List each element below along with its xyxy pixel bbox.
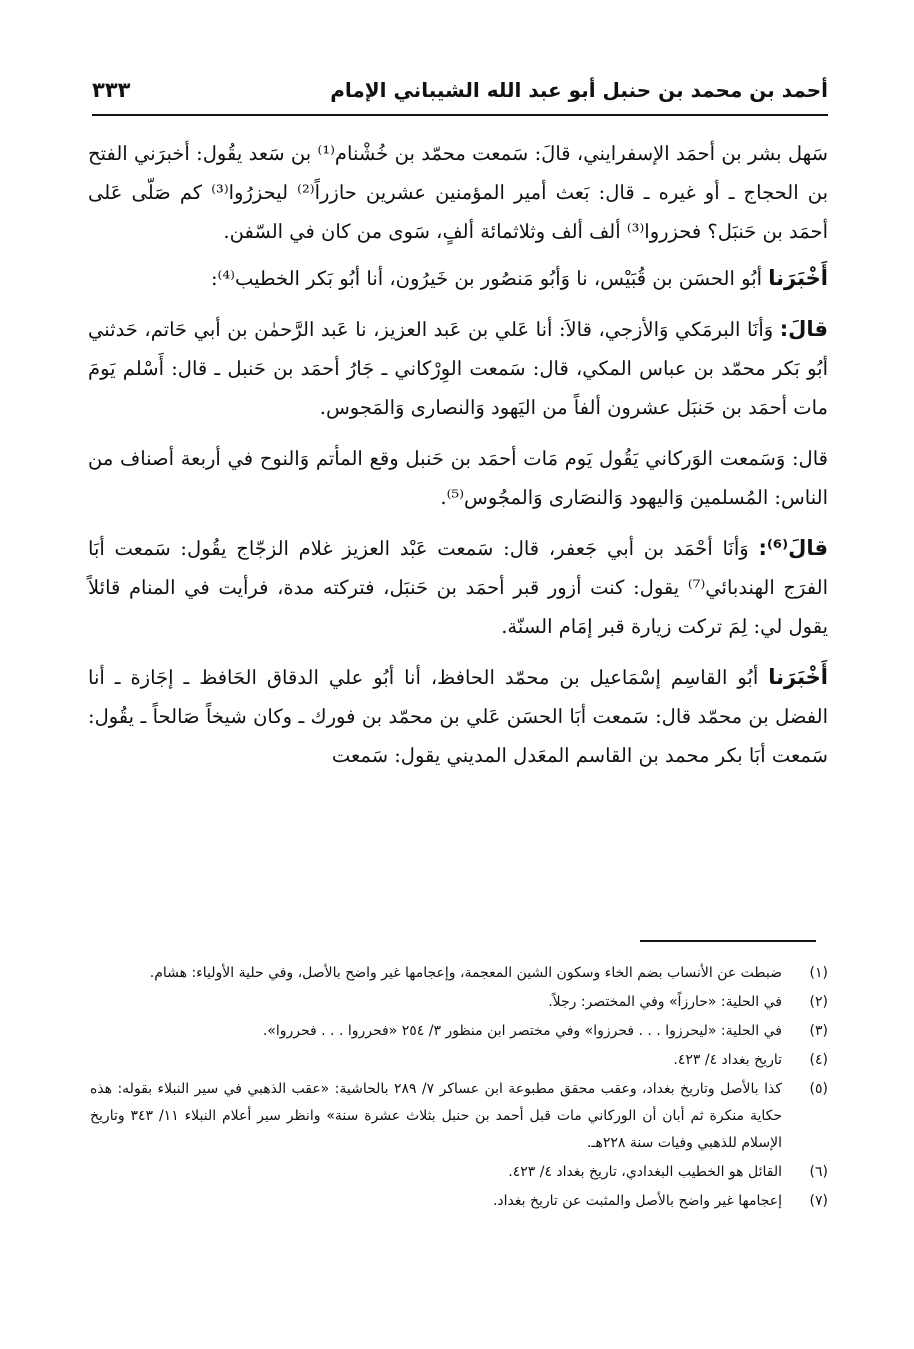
footnote-text: في الحلية: «حارزاً» وفي المختصر: رجلاً. <box>548 994 782 1010</box>
footnote-number: (١) <box>809 965 828 981</box>
footnotes <box>90 960 828 1217</box>
paragraph-6 <box>88 658 828 775</box>
paragraph-2-lead: أَخْبَرَنا <box>768 266 828 290</box>
paragraph-5 <box>88 529 828 646</box>
running-header <box>92 72 828 116</box>
footnote-7 <box>90 1188 828 1215</box>
footnote-text: إعجامها غير واضح بالأصل والمثبت عن تاريخ بغداد. <box>492 1193 782 1209</box>
paragraph-2 <box>88 259 828 298</box>
paragraph-3-text: وَأنَا البرمَكي وَالأزجي، قالاَ: أنا عَلي بن عَبد العزيز، نا عَبد الرَّحمٰن بن أبي حَاتم، حَدثني أبُو بَكر محمّد بن عباس المكي، قال: سَمعت الوِرْكاني ـ جَارُ أحمَد بن حَنبل ـ قال: أَسْلم يَومَ مات أحمَد بن حَنبَل عشرون ألفاً من اليَهود وَالنصارى وَالمَجوس. <box>88 318 828 419</box>
paragraph-3 <box>88 310 828 427</box>
footnote-number: (٦) <box>809 1164 828 1180</box>
footnote-text: كذا بالأصل وتاريخ بغداد، وعقب محقق مطبوعة ابن عساكر ٧/ ٢٨٩ بالحاشية: «عقب الذهبي في سير النبلاء بقوله: هذه حكاية منكرة ثم أبان أن الوركاني مات قبل أحمد بن حنبل بثلاث عشرة سنة» وانظر سير أعلام النبلاء ١١/ ٣٤٣ وتاريخ الإسلام للذهبي وفيات سنة ٢٢٨هـ. <box>90 1081 783 1151</box>
footnote-text: تاريخ بغداد ٤/ ٤٢٣. <box>673 1052 782 1068</box>
paragraph-2-text: أبُو الحسَن بن قُبَيْس، نا وَأبُو مَنصُور بن خَيرُون، أنا أبُو بَكر الخطيب⁽⁴⁾: <box>210 267 763 290</box>
paragraph-1-text: سَهل بشر بن أحمَد الإسفرايني، قالَ: سَمعت محمّد بن خُشْنام⁽¹⁾ بن سَعد يقُول: أخبرَني الفتح بن الحجاج ـ أو غيره ـ قال: بَعث أمير المؤمنين عشرين حازراً⁽²⁾ ليحزرُوا⁽³⁾ كم صَلّى عَلى أحمَد بن حَنبَل؟ فحزروا⁽³⁾ ألف ألف وثلاثمائة ألفٍ، سَوى من كان في السّفن. <box>88 142 829 243</box>
footnote-text: ضبطت عن الأنساب بضم الخاء وسكون الشين المعجمة، وإعجامها غير واضح بالأصل، وفي حلية الأولياء: هشام. <box>149 965 782 981</box>
paragraph-3-lead: قالَ: <box>779 317 828 341</box>
paragraph-6-text: أبُو القاسِم إسْمَاعيل بن محمّد الحافظ، أنا أبُو علي الدقاق الحَافظ ـ إجَازة ـ أنا الفضل بن محمّد قال: سَمعت أبَا الحسَن عَلي بن محمّد بن فورك ـ وكان شيخاً صَالحاً ـ يقُول: سَمعت أبَا بكر محمد بن القاسم المعَدل المديني يقول: سَمعت <box>88 666 828 767</box>
paragraph-5-lead: قالَ⁽⁶⁾: <box>758 536 829 560</box>
paragraph-5-text: وَأنَا أحْمَد بن أبي جَعفر، قال: سَمعت عَبْد العزيز غلام الزجّاج يقُول: سَمعت أبَا الفرَج الهندبائي⁽⁷⁾ يقول: كنت أزور قبر أحمَد بن حَنبَل، فتركته مدة، فرأيت في المنام قائلاً يقول لي: لِمَ تركت زيارة قبر إمَام السنّة. <box>88 537 829 638</box>
page-number: ٣٣٣ <box>92 78 131 102</box>
paragraph-1 <box>88 134 828 251</box>
footnote-number: (٣) <box>809 1023 828 1039</box>
footnote-number: (٢) <box>809 994 828 1010</box>
footnote-text: القائل هو الخطيب البغدادي، تاريخ بغداد ٤/ ٤٢٣. <box>508 1164 782 1180</box>
footnote-separator <box>640 940 816 942</box>
footnote-6 <box>90 1159 828 1186</box>
paragraph-6-lead: أَخْبَرَنا <box>768 665 828 689</box>
footnote-5 <box>90 1076 828 1157</box>
footnote-1 <box>90 960 828 987</box>
footnote-number: (٧) <box>809 1193 828 1209</box>
footnote-2 <box>90 989 828 1016</box>
footnote-text: في الحلية: «ليحرزوا . . . فحرزوا» وفي مختصر ابن منظور ٣/ ٢٥٤ «فحرروا . . . فحرروا». <box>262 1023 782 1039</box>
main-text <box>88 134 828 787</box>
running-title: أحمد بن محمد بن حنبل أبو عبد الله الشيباني الإمام <box>330 78 828 102</box>
footnote-number: (٤) <box>809 1052 828 1068</box>
footnote-4 <box>90 1047 828 1074</box>
paragraph-4 <box>88 439 828 517</box>
paragraph-4-text: قال: وَسَمعت الوَركاني يَقُول يَوم مَات أحمَد بن حَنبل وقع المأتم وَالنوح في أربعة أصناف من الناس: المُسلمين وَاليهود وَالنصَارى وَالمجُوس⁽⁵⁾. <box>88 447 828 509</box>
footnote-number: (٥) <box>809 1081 828 1097</box>
footnote-3 <box>90 1018 828 1045</box>
